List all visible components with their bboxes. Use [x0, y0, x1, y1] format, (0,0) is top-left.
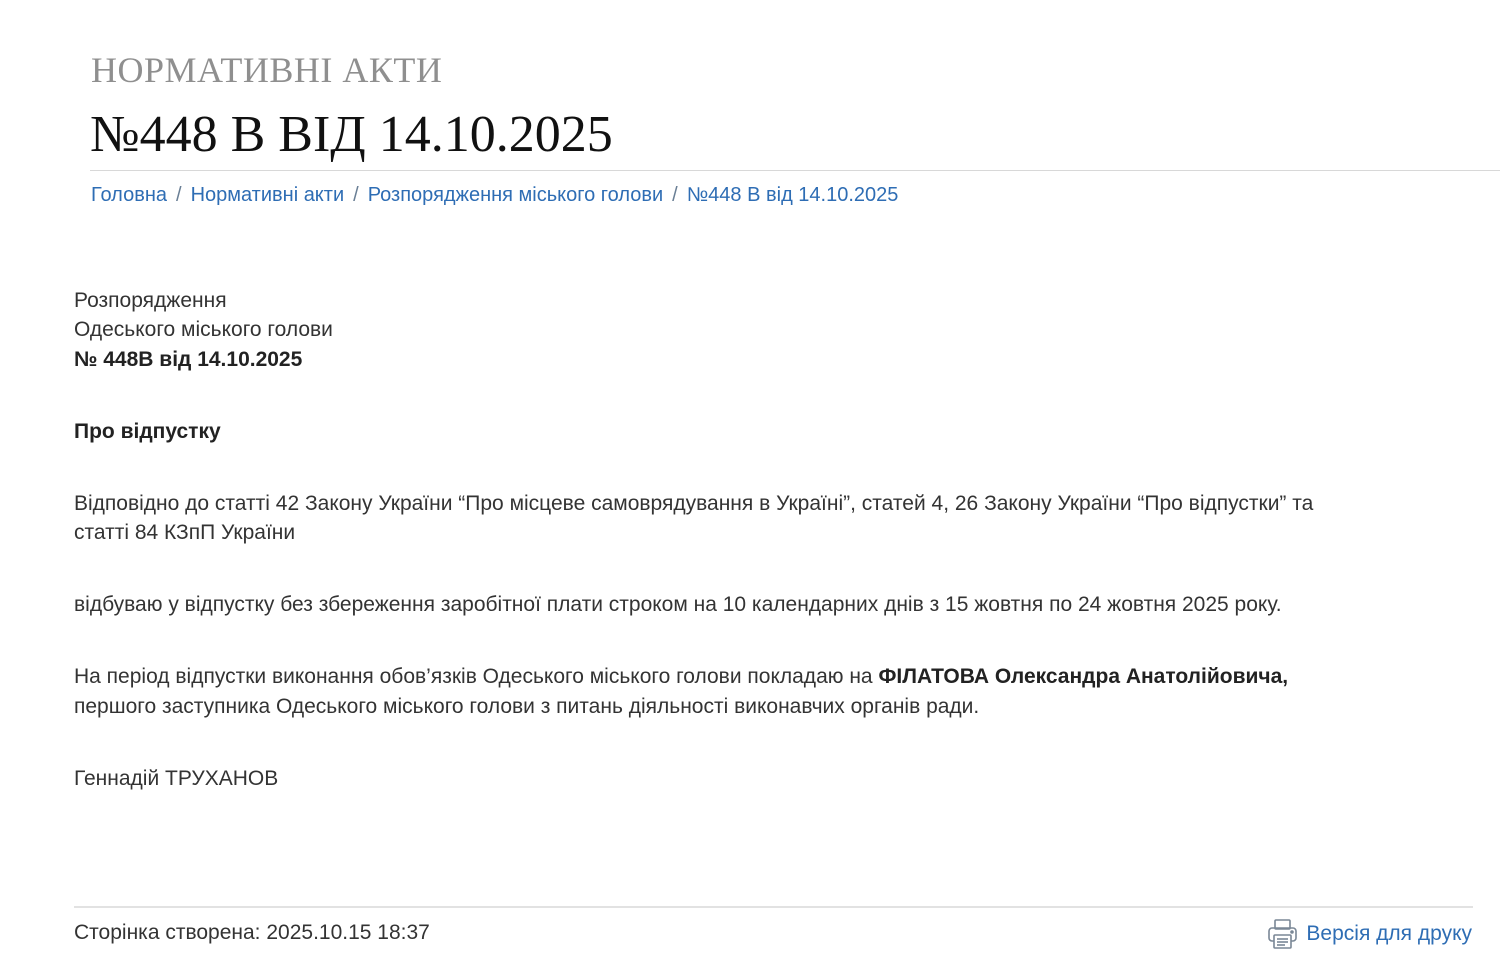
duties-person: ФІЛАТОВА Олександра Анатолійовича,	[878, 665, 1289, 688]
breadcrumb	[91, 182, 898, 208]
document-signature: Геннадій ТРУХАНОВ	[74, 767, 279, 790]
document-leave-text: відбуваю у відпустку без збереження заробітної плати строком на 10 календарних днів з 15 жовтня по 24 жовтня 2025 року.	[74, 593, 1282, 616]
document-basis-line-2: статті 84 КЗпП України	[74, 521, 296, 544]
breadcrumb-home-link[interactable]: Головна	[91, 184, 167, 206]
page-created-timestamp: Сторінка створена: 2025.10.15 18:37	[74, 921, 430, 944]
footer-divider	[74, 906, 1473, 908]
duties-prefix: На період відпустки виконання обов’язків Одеського міського голови покладаю на	[74, 665, 879, 688]
document-duties-line-1	[74, 662, 1288, 692]
title-divider	[90, 170, 1500, 171]
breadcrumb-normative-acts-link[interactable]: Нормативні акти	[190, 184, 345, 206]
breadcrumb-separator: /	[353, 184, 359, 206]
document-basis-line-1: Відповідно до статті 42 Закону України “Про місцеве самоврядування в Україні”, статей 4, 26 Закону України “Про відпустки” та	[74, 492, 1314, 515]
section-title: НОРМАТИВНІ АКТИ	[91, 50, 443, 90]
breadcrumb-current-document[interactable]: №448 В від 14.10.2025	[686, 184, 899, 206]
document-number-date: № 448В від 14.10.2025	[74, 348, 303, 371]
breadcrumb-mayor-orders-link[interactable]: Розпорядження міського голови	[367, 184, 664, 206]
document-duties-line-2: першого заступника Одеського міського голови з питань діяльності виконавчих органів ради.	[74, 695, 980, 718]
document-issuer: Одеського міського голови	[74, 318, 333, 341]
document-type: Розпорядження	[74, 289, 227, 312]
printer-icon	[1266, 917, 1300, 951]
document-subject: Про відпустку	[74, 420, 221, 443]
print-version-label: Версія для друку	[1306, 922, 1472, 945]
breadcrumb-separator: /	[176, 184, 182, 206]
print-version-link[interactable]	[1266, 917, 1472, 951]
page-title: №448 В ВІД 14.10.2025	[90, 106, 613, 163]
breadcrumb-separator: /	[672, 184, 678, 206]
